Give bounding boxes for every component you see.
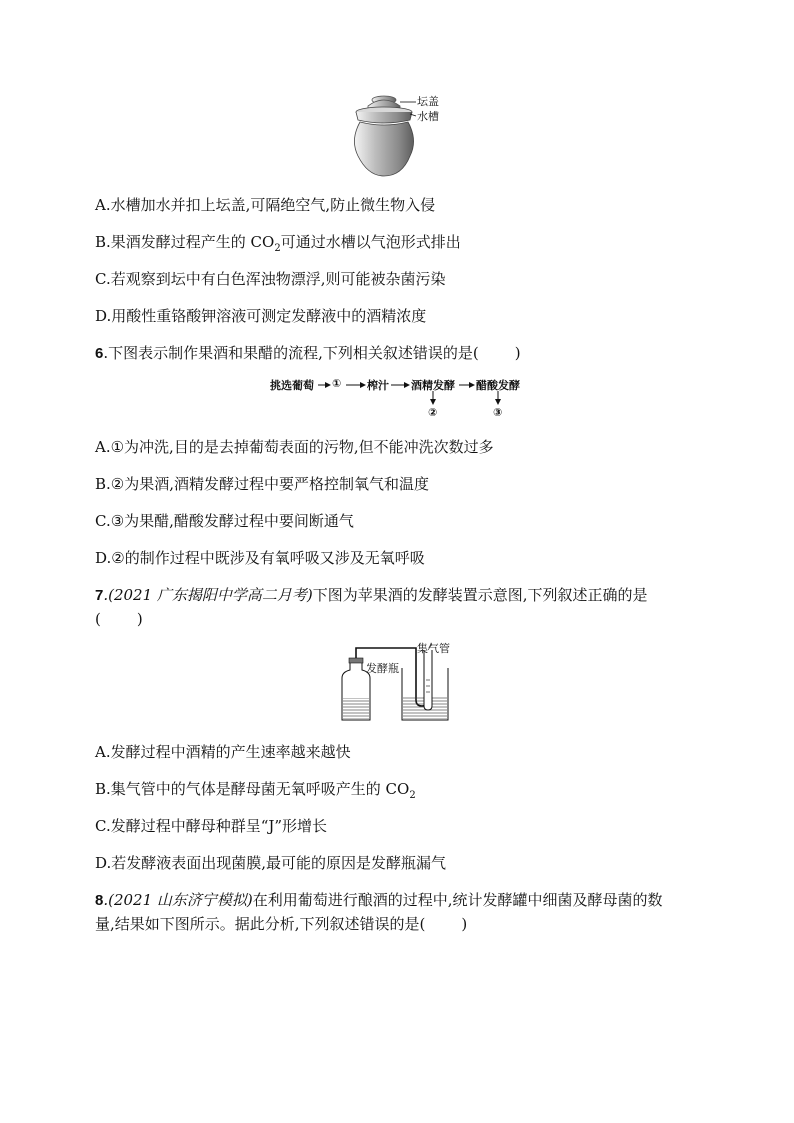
paren-close: ) xyxy=(461,915,468,933)
q5-option-a: A.水槽加水并扣上坛盖,可隔绝空气,防止微生物入侵 xyxy=(95,196,436,214)
flow-output-2: ③ xyxy=(493,406,503,419)
q5-option-d: D.用酸性重铬酸钾溶液可测定发酵液中的酒精浓度 xyxy=(95,307,427,325)
label-trough: 水槽 xyxy=(417,110,439,123)
flow-step-4: 酒精发酵 xyxy=(411,379,455,392)
q8-stem-line-2 xyxy=(95,914,467,934)
q7-stem xyxy=(95,585,648,606)
paren-close: ) xyxy=(136,610,143,628)
subscript: 2 xyxy=(409,790,416,801)
q8-stem-line-1 xyxy=(95,890,663,911)
paren-close: ) xyxy=(514,344,521,362)
q8-stem-text-1: 在利用葡萄进行酿酒的过程中,统计发酵罐中细菌及酵母菌的数 xyxy=(252,891,663,909)
question-number: 7 xyxy=(95,587,104,604)
q7-paren xyxy=(95,609,143,629)
q5-option-b-text: B.果酒发酵过程产生的 CO xyxy=(95,233,275,251)
q8-stem-text-2: 量,结果如下图所示。据此分析,下列叙述错误的是( xyxy=(95,915,426,933)
label-gas-tube: 集气管 xyxy=(417,642,450,655)
q6-option-a: A.①为冲洗,目的是去掉葡萄表面的污物,但不能冲洗次数过多 xyxy=(95,438,494,456)
q5-option-b-text-2: 可通过水槽以气泡形式排出 xyxy=(280,233,461,251)
q6-option-d: D.②的制作过程中既涉及有氧呼吸又涉及无氧呼吸 xyxy=(95,549,425,567)
q5-option-c: C.若观察到坛中有白色浑浊物漂浮,则可能被杂菌污染 xyxy=(95,270,446,288)
q5-option-b xyxy=(95,232,461,259)
q7-option-c: C.发酵过程中酵母种群呈“J”形增长 xyxy=(95,817,328,835)
question-number: 6 xyxy=(95,345,104,362)
flow-output-1: ② xyxy=(428,406,438,419)
q8-source: .(2021 山东济宁模拟) xyxy=(103,891,253,909)
label-lid: 坛盖 xyxy=(417,95,439,108)
q7-option-b-text: B.集气管中的气体是酵母菌无氧呼吸产生的 CO xyxy=(95,780,410,798)
paren-open: ( xyxy=(95,610,101,628)
subscript: 2 xyxy=(274,243,281,254)
flow-step-1: 挑选葡萄 xyxy=(270,379,314,392)
question-number: 8 xyxy=(95,892,104,909)
q7-source: .(2021 广东揭阳中学高二月考) xyxy=(103,586,313,604)
q7-option-b xyxy=(95,779,416,806)
q7-stem-text: 下图为苹果酒的发酵装置示意图,下列叙述正确的是 xyxy=(312,586,648,604)
q6-option-c: C.③为果醋,醋酸发酵过程中要间断通气 xyxy=(95,512,354,530)
flow-step-2: ① xyxy=(332,377,342,390)
flow-arrows xyxy=(260,372,540,412)
flow-step-5: 醋酸发酵 xyxy=(476,379,520,392)
label-fermentation-bottle: 发酵瓶 xyxy=(366,662,399,675)
flow-step-3: 榨汁 xyxy=(367,379,389,392)
q7-option-a: A.发酵过程中酒精的产生速率越来越快 xyxy=(95,743,351,761)
jar-figure xyxy=(350,92,460,182)
q6-stem xyxy=(95,343,521,364)
q6-option-b: B.②为果酒,酒精发酵过程中要严格控制氧气和温度 xyxy=(95,475,430,493)
q6-stem-text: .下图表示制作果酒和果醋的流程,下列相关叙述错误的是( xyxy=(103,344,479,362)
q7-option-d: D.若发酵液表面出现菌膜,最可能的原因是发酵瓶漏气 xyxy=(95,854,447,872)
